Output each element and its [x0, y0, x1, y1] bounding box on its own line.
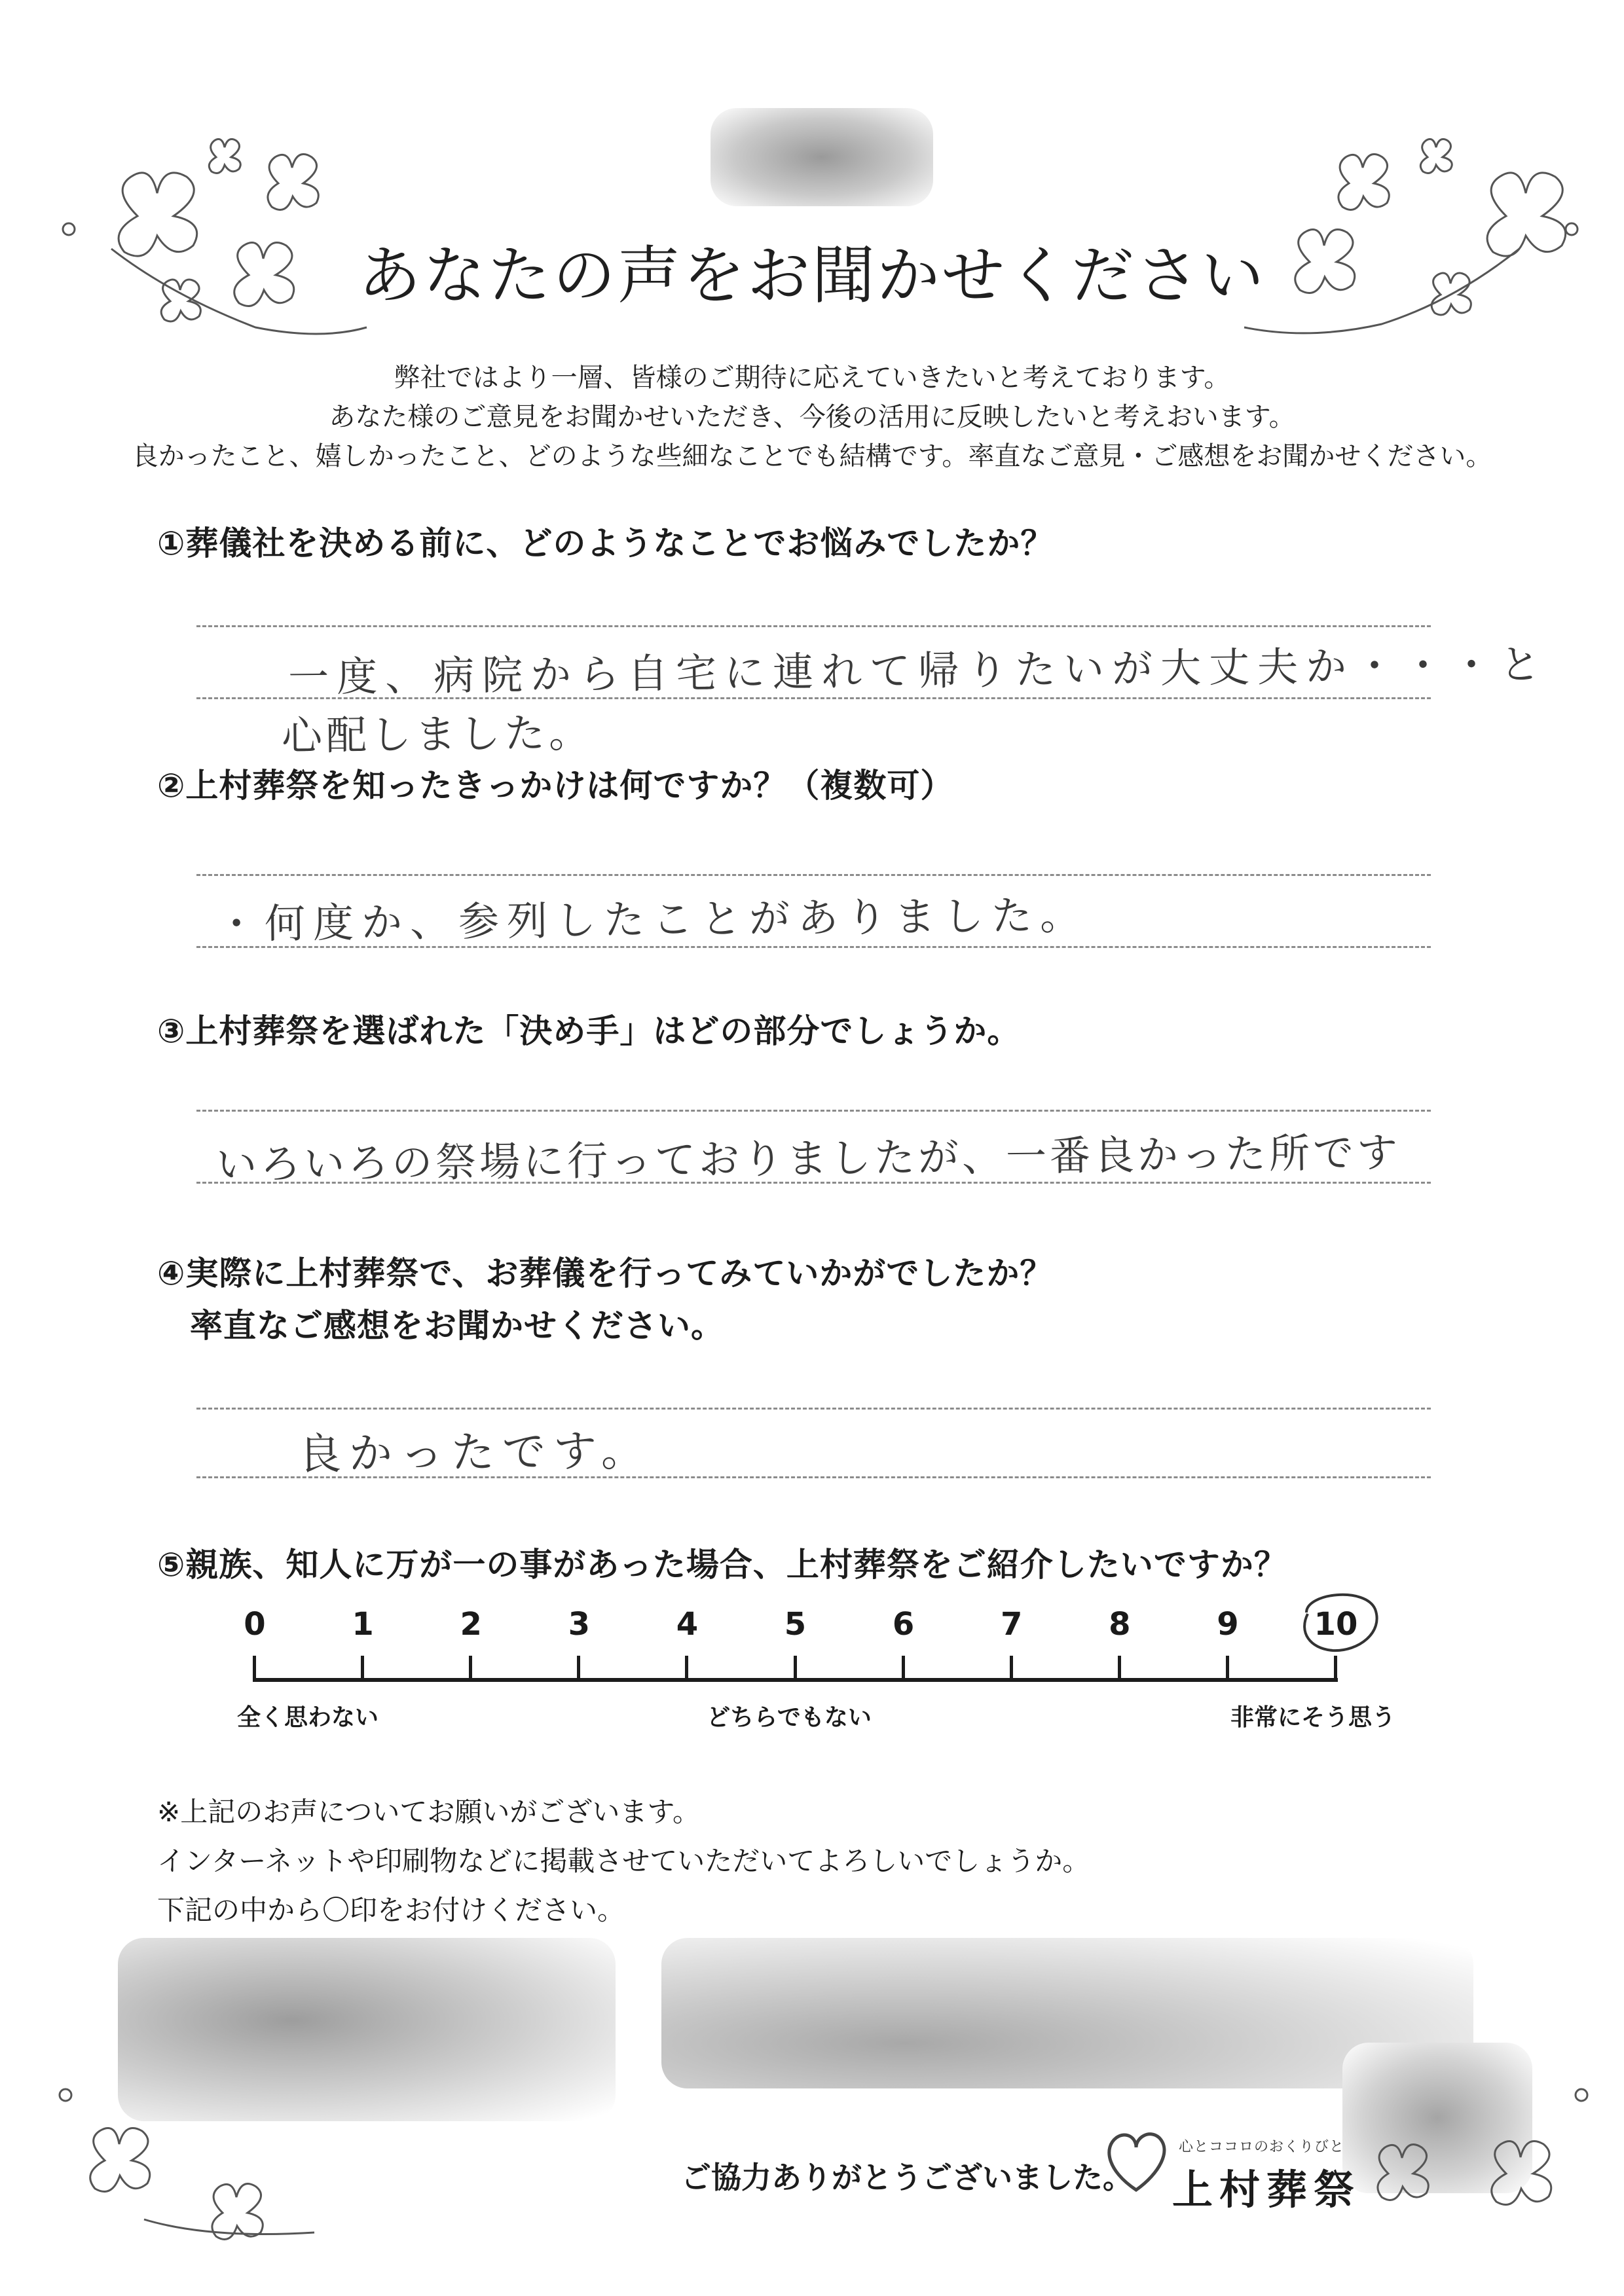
- answer-line: [196, 1408, 1431, 1410]
- question-4-label-2: 率直なご感想をお聞かせください。: [190, 1307, 724, 1345]
- rating-option-2[interactable]: 2: [460, 1606, 482, 1643]
- rating-option-1[interactable]: 1: [352, 1606, 374, 1643]
- logo-name: 上村葬祭: [1172, 2166, 1361, 2214]
- answer-line: [196, 874, 1431, 876]
- answer-4-line-1: 良かったです。: [297, 1425, 653, 1480]
- answer-1-line-2: 心配しました。: [281, 708, 594, 760]
- rating-option-8[interactable]: 8: [1109, 1606, 1131, 1643]
- rating-option-7[interactable]: 7: [1000, 1606, 1023, 1643]
- answer-1-line-1: 一度、病院から自宅に連れて帰りたいが大丈夫か・・・と: [287, 640, 1549, 702]
- rating-option-10[interactable]: 10: [1314, 1606, 1358, 1643]
- intro-line-3: 良かったこと、嬉しかったこと、どのような些細なことでも結構です。率直なご意見・ご感想をお聞かせください。: [132, 441, 1492, 471]
- question-1-label: ①葬儀社を決める前に、どのようなことでお悩みでしたか？: [157, 524, 1054, 562]
- rating-tick: [1226, 1656, 1229, 1682]
- rating-tick: [902, 1656, 905, 1682]
- answer-2-line-1: ・何度か、参列したことがありました。: [215, 891, 1089, 948]
- note-line-1: ※上記のお声についてお願いがございます。: [157, 1796, 700, 1828]
- intro-line-1: 弊社ではより一層、皆様のご期待に応えていきたいと考えております。: [394, 363, 1230, 393]
- selected-circle-mark: [1293, 1586, 1385, 1658]
- rating-option-4[interactable]: 4: [676, 1606, 699, 1643]
- page-title: あなたの声をお聞かせください: [358, 239, 1266, 312]
- rating-tick: [1118, 1656, 1121, 1682]
- rating-option-6[interactable]: 6: [892, 1606, 915, 1643]
- rating-tick: [577, 1656, 580, 1682]
- question-4-label: ④実際に上村葬祭で、お葬儀を行ってみていかがでしたか？: [157, 1254, 1054, 1292]
- note-line-3: 下記の中から〇印をお付けください。: [157, 1894, 625, 1926]
- question-2-label: ②上村葬祭を知ったきっかけは何ですか？（複数可）: [157, 767, 954, 805]
- rating-option-5[interactable]: 5: [784, 1606, 807, 1643]
- rating-tick: [1010, 1656, 1013, 1682]
- intro-line-2: あなた様のご意見をお聞かせいただき、今後の活用に反映したいと考えおいます。: [329, 402, 1295, 432]
- note-line-2: インターネットや印刷物などに掲載させていただいてよろしいでしょうか。: [157, 1845, 1090, 1877]
- rating-option-3[interactable]: 3: [568, 1606, 590, 1643]
- scale-label-mid: どちらでもない: [707, 1704, 872, 1731]
- rating-tick: [794, 1656, 797, 1682]
- heart-logo-icon: [1100, 2121, 1172, 2200]
- thanks-text: ご協力ありがとうございました。: [681, 2160, 1133, 2195]
- rating-tick: [685, 1656, 688, 1682]
- rating-option-9[interactable]: 9: [1217, 1606, 1239, 1643]
- redacted-area-top: [710, 108, 933, 206]
- clover-decoration-bottom-left-icon: [39, 2082, 327, 2278]
- rating-tick: [253, 1656, 256, 1682]
- rating-tick: [1334, 1656, 1337, 1682]
- question-3-label: ③上村葬祭を選ばれた「決め手」はどの部分でしょうか。: [157, 1012, 1021, 1050]
- rating-tick: [361, 1656, 364, 1682]
- rating-tick: [469, 1656, 472, 1682]
- answer-line: [196, 625, 1431, 627]
- answer-3-line-1: いろいろの祭場に行っておりましたが、一番良かった所です: [215, 1128, 1401, 1189]
- clover-decoration-bottom-right-icon: [1362, 2082, 1611, 2278]
- scale-label-low: 全く思わない: [236, 1704, 379, 1731]
- question-5-label: ⑤親族、知人に万が一の事があった場合、上村葬祭をご紹介したいですか？: [157, 1546, 1287, 1584]
- scale-label-high: 非常にそう思う: [1230, 1704, 1396, 1731]
- logo-tagline: 心とココロのおくりびと: [1179, 2139, 1345, 2155]
- answer-line: [196, 1110, 1431, 1112]
- rating-option-0[interactable]: 0: [244, 1606, 266, 1643]
